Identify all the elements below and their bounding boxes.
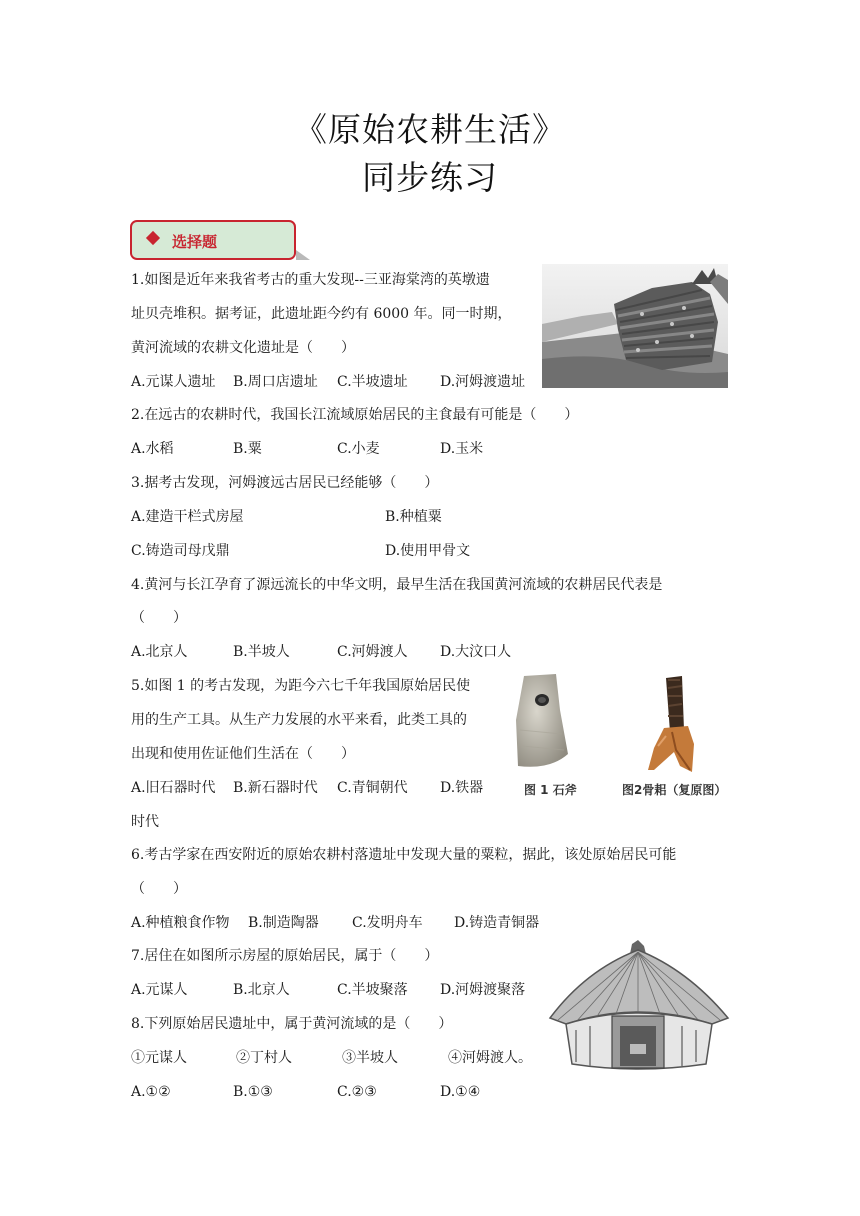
q6-option-a: A.种植粮食作物 <box>131 915 230 931</box>
q7-stem: 7.居住在如图所示房屋的原始居民，属于（ ） <box>131 948 439 964</box>
q8-option-a: A.①② <box>131 1084 171 1100</box>
q5-stem-line2: 用的生产工具。从生产力发展的水平来看，此类工具的 <box>131 712 467 728</box>
figure-2-caption: 图2骨耜（复原图） <box>622 783 727 797</box>
q4-stem-line2: （ ） <box>131 610 187 626</box>
section-label: 选择题 <box>172 233 218 251</box>
q5-option-d-wrap: 时代 <box>131 814 159 830</box>
section-header <box>130 220 296 260</box>
stone-axe-image <box>510 670 574 778</box>
q4-stem-line1: 4.黄河与长江孕育了源远流长的中华文明，最早生活在我国黄河流域的农耕居民代表是 <box>131 577 663 593</box>
q7-option-c: C.半坡聚落 <box>337 982 408 998</box>
q2-option-c: C.小麦 <box>337 441 380 457</box>
q8-option-c: C.②③ <box>337 1084 377 1100</box>
q6-option-c: C.发明舟车 <box>352 915 423 931</box>
q3-option-d: D.使用甲骨文 <box>385 543 471 559</box>
q6-stem-line1: 6.考古学家在西安附近的原始农耕村落遗址中发现大量的粟粒，据此，该处原始居民可能 <box>131 847 677 863</box>
q4-option-a: A.北京人 <box>131 644 188 660</box>
q8-option-d: D.①④ <box>440 1084 481 1100</box>
q1-stem-line3: 黄河流域的农耕文化遗址是（ ） <box>131 340 355 356</box>
q3-stem: 3.据考古发现，河姆渡远古居民已经能够（ ） <box>131 475 439 491</box>
q8-item-4: ④河姆渡人。 <box>448 1050 532 1066</box>
q8-item-2: ②丁村人 <box>236 1050 292 1066</box>
q1-option-c: C.半坡遗址 <box>337 374 408 390</box>
q3-option-b: B.种植粟 <box>385 509 442 525</box>
figure-1-caption: 图 1 石斧 <box>524 783 577 797</box>
q5-option-c: C.青铜朝代 <box>337 780 408 796</box>
section-header-shadow <box>296 250 310 260</box>
q8-option-b: B.①③ <box>233 1084 273 1100</box>
bone-spade-image <box>632 674 708 778</box>
page-title-line1: 《原始农耕生活》 <box>294 110 566 149</box>
q4-option-d: D.大汶口人 <box>440 644 512 660</box>
shell-heap-photo <box>542 264 728 388</box>
q2-option-a: A.水稻 <box>131 441 174 457</box>
page-title-line2: 同步练习 <box>362 158 498 197</box>
q3-option-c: C.铸造司母戊鼎 <box>131 543 230 559</box>
q5-option-a: A.旧石器时代 <box>131 780 216 796</box>
q6-option-b: B.制造陶器 <box>248 915 319 931</box>
q2-stem: 2.在远古的农耕时代，我国长江流域原始居民的主食最有可能是（ ） <box>131 407 579 423</box>
q8-stem: 8.下列原始居民遗址中，属于黄河流域的是（ ） <box>131 1016 453 1032</box>
q7-option-a: A.元谋人 <box>131 982 188 998</box>
q5-stem-line1: 5.如图 1 的考古发现，为距今六七千年我国原始居民使 <box>131 678 471 694</box>
q4-option-b: B.半坡人 <box>233 644 290 660</box>
diamond-icon <box>146 231 160 245</box>
q4-option-c: C.河姆渡人 <box>337 644 408 660</box>
q1-option-d: D.河姆渡遗址 <box>440 374 526 390</box>
q1-stem-line2: 址贝壳堆积。据考证，此遗址距今约有 6000 年。同一时期， <box>131 306 512 322</box>
round-hut-illustration <box>546 940 730 1074</box>
q1-option-a: A.元谋人遗址 <box>131 374 216 390</box>
q2-option-d: D.玉米 <box>440 441 484 457</box>
q2-option-b: B.粟 <box>233 441 262 457</box>
q8-item-3: ③半坡人 <box>342 1050 398 1066</box>
q3-option-a: A.建造干栏式房屋 <box>131 509 244 525</box>
q1-option-b: B.周口店遗址 <box>233 374 318 390</box>
q6-option-d: D.铸造青铜器 <box>454 915 540 931</box>
q8-item-1: ①元谋人 <box>131 1050 187 1066</box>
q5-option-b: B.新石器时代 <box>233 780 318 796</box>
q7-option-b: B.北京人 <box>233 982 290 998</box>
q5-option-d: D.铁器 <box>440 780 484 796</box>
q7-option-d: D.河姆渡聚落 <box>440 982 526 998</box>
q5-stem-line3: 出现和使用佐证他们生活在（ ） <box>131 746 355 762</box>
q1-stem-line1: 1.如图是近年来我省考古的重大发现--三亚海棠湾的英墩遗 <box>131 272 490 288</box>
q6-stem-line2: （ ） <box>131 881 187 897</box>
